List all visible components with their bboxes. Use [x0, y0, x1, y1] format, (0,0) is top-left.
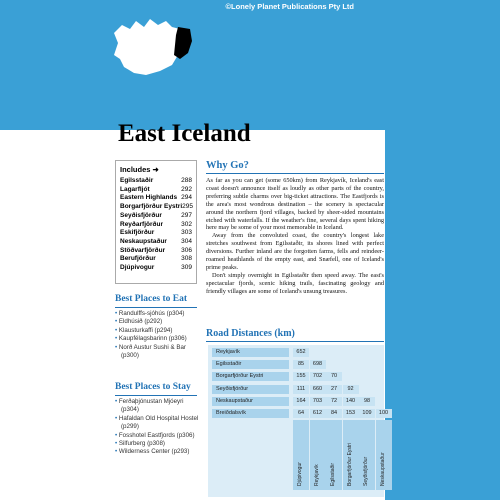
best-stay-list: [115, 398, 200, 457]
road-distance-cell: 703: [310, 397, 326, 406]
copyright-text: ©Lonely Planet Publications Pty Ltd: [225, 2, 354, 11]
includes-item-name: Berufjörður: [120, 255, 156, 263]
includes-item: [120, 186, 192, 195]
road-distance-cell: 98: [359, 397, 375, 406]
best-eat-rule: [115, 307, 197, 308]
includes-item-name: Egilsstaðir: [120, 177, 154, 184]
why-go-paragraph-2: Away from the convoluted coast, the country's longest lake stretches southwest from Egilsstaðir, its shores lined with perfect diversions. Further inland are the forgotten farms, fells and reindeer-roamed heathlands of the empty east, and Snæfell, one of Iceland's prime peaks.: [206, 232, 384, 271]
road-distance-cell: 64: [293, 409, 309, 418]
road-distances-heading: Road Distances (km): [206, 328, 295, 339]
road-distance-cell: 100: [376, 409, 392, 418]
road-row-place: Borgarfjörður Eystri: [212, 372, 289, 381]
includes-item-page: 297: [181, 211, 192, 219]
iceland-land: [114, 19, 180, 75]
includes-item-page: 292: [181, 185, 192, 193]
includes-item-name: Djúpivogur: [120, 264, 155, 272]
road-distance-cell: 698: [310, 360, 326, 369]
includes-item-page: 309: [181, 264, 192, 272]
best-eat-item: • Kaupfélagsbarinn (p306): [115, 335, 200, 343]
includes-item: [120, 194, 192, 203]
best-stay-heading: Best Places to Stay: [115, 382, 191, 392]
why-go-paragraph-3: Don't simply overnight in Egilsstaðir then speed away. The east's spectacular fjords, scenic hiking trails, fascinating geology and friendly villages are some of Iceland's unsung treasures.: [206, 271, 384, 295]
road-column-label: Djúpivogur: [297, 462, 303, 486]
best-eat-item: • Randulffs-sjóhús (p304): [115, 310, 200, 318]
best-stay-item: • Wilderness Center (p293): [115, 448, 200, 456]
includes-item-name: Stöðvarfjörður: [120, 246, 166, 254]
road-distance-cell: 652: [293, 348, 309, 357]
why-go-rule: [206, 173, 384, 174]
road-distance-cell: 27: [326, 385, 342, 394]
best-eat-item: • Klausturkaffi (p294): [115, 327, 200, 335]
best-stay-item: • Hafaldan Old Hospital Hostel (p299): [115, 415, 200, 432]
includes-item-page: 308: [181, 255, 192, 263]
includes-item: [120, 229, 192, 238]
includes-item-name: Seyðisfjörður: [120, 211, 162, 219]
road-row-place: Reykjavík: [212, 348, 289, 357]
best-eat-list: [115, 310, 200, 360]
includes-item-page: 295: [182, 203, 193, 211]
includes-item: [120, 212, 192, 221]
includes-item: [120, 203, 192, 212]
why-go-heading: Why Go?: [206, 160, 249, 171]
road-column-label: Seyðisfjörður: [363, 456, 369, 486]
road-distance-cell: 84: [326, 409, 342, 418]
road-distance-cell: 612: [310, 409, 326, 418]
best-eat-item: • Norð Austur Sushi & Bar (p300): [115, 344, 200, 361]
road-distance-cell: 140: [343, 397, 359, 406]
best-eat-heading: Best Places to Eat: [115, 294, 188, 304]
road-column-label: Borgarfjörður Eystri: [346, 442, 353, 486]
road-distance-cell: 85: [293, 360, 309, 369]
includes-item-page: 288: [181, 177, 192, 184]
includes-item-name: Reyðarfjörður: [120, 220, 163, 228]
best-eat-item: • Eldhúsið (p292): [115, 318, 200, 326]
includes-item-name: Lagarfljót: [120, 185, 150, 193]
road-distance-cell: 109: [359, 409, 375, 418]
road-distance-cell: 153: [343, 409, 359, 418]
road-distance-cell: 164: [293, 397, 309, 406]
includes-item: [120, 221, 192, 230]
includes-item: [120, 264, 192, 273]
why-go-section: [206, 160, 384, 296]
best-stay-item: • Fosshotel Eastfjords (p306): [115, 432, 200, 440]
road-distances-rule: [206, 341, 384, 342]
includes-list: [120, 177, 192, 273]
includes-item: [120, 255, 192, 264]
road-row-place: Seyðisfjörður: [212, 385, 289, 394]
road-distance-cell: 155: [293, 372, 309, 381]
best-stay-item: • Ferðaþjónustan Mjóeyri (p304): [115, 398, 200, 415]
includes-item: [120, 177, 192, 186]
includes-item-page: 306: [181, 246, 192, 254]
road-distance-cell: 702: [310, 372, 326, 381]
right-sidebar-bar: [385, 0, 500, 500]
includes-item-name: Neskaupstaður: [120, 237, 167, 245]
road-column-label: Reykjavík: [313, 464, 320, 486]
road-distance-cell: 72: [326, 397, 342, 406]
road-row-place: Neskaupstaður: [212, 397, 289, 406]
best-stay-item: • Silfurberg (p308): [115, 440, 200, 448]
why-go-paragraph-1: As far as you can get (some 650km) from Reykjavík, Iceland's east coast doesn't announce itself as loudly as other parts of the country, preferring subtle charms over big-ticket attractions. The Eastfjords is the area's most wondrous destination – the scenery is spectacular around the northern fjord villages, backed by sheer-sided mountains etched with waterfalls. If the weather's fine, several days spent hiking here may be some of your most memorable in Iceland.: [206, 177, 384, 232]
road-distance-cell: 92: [343, 385, 359, 394]
road-column-label: Egilsstaðir: [330, 462, 336, 486]
road-row-place: Egilsstaðir: [212, 360, 289, 369]
includes-item-page: 294: [181, 194, 192, 202]
road-distance-cell: 111: [293, 385, 309, 394]
includes-item-name: Borgarfjörður Eystri: [120, 203, 183, 211]
includes-item-page: 303: [181, 229, 192, 237]
road-column-label: Neskaupstaður: [379, 452, 386, 486]
includes-box: [115, 160, 197, 284]
includes-item-page: 304: [181, 237, 192, 245]
includes-item-name: Eastern Highlands: [120, 194, 178, 202]
road-distance-cell: 660: [310, 385, 326, 394]
road-distance-cell: 70: [326, 372, 342, 381]
iceland-map-icon: [110, 15, 200, 80]
best-stay-rule: [115, 395, 197, 396]
road-row-place: Breiðdalsvík: [212, 409, 289, 418]
includes-item: [120, 238, 192, 247]
includes-item-page: 302: [181, 220, 192, 228]
page-title: East Iceland: [118, 120, 251, 147]
includes-item-name: Eskifjörður: [120, 229, 155, 237]
includes-heading: Includes ➜: [120, 165, 159, 174]
